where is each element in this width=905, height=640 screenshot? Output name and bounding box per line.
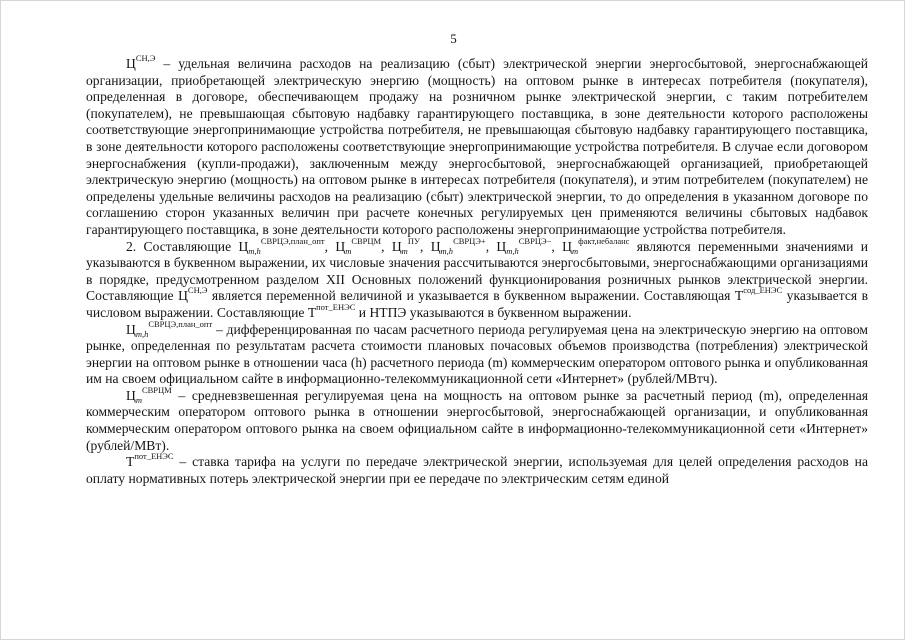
- definition-sub: m,h: [135, 328, 149, 339]
- component-sub: m,h: [248, 245, 261, 256]
- definition-text: – ставка тарифа на услуги по передаче электрической энергии, используемая для целей определения расходов на оплату нормативных потерь электрической энергии при ее передаче по электрическим сетям единой: [86, 454, 868, 486]
- component-sup: СВРЦЭ−: [518, 235, 552, 246]
- page-number: 5: [450, 31, 457, 46]
- component-sup: СВРЦЭ+: [453, 235, 486, 246]
- definition-energy-price: $Ц_{m,h}^{СВРЦЭ,план\_опт}$ – дифференцированная по часам расчетного периода регулируемая цена на электрическую энергию на оптовом рынке, определенная по результатам расчета стоимости плановых почасовых объемов производства (потребления) электрической энергии на оптовом рынке в отношении часа (h) расчетного периода (m) коммерческим оператором оптового рынка и опубликованная им на своем официальном сайте в информационно-телекоммуникационной сети «Интернет» (рублей/МВтч).: [86, 318, 868, 387]
- component-sub: m: [401, 245, 408, 256]
- component-sup: факт,небаланс: [578, 235, 630, 246]
- component-sup: сод_ЕНЭС: [743, 285, 783, 296]
- symbol-c: Ц: [126, 56, 136, 71]
- paragraph-text: и НТПЭ указываются в буквенном выражении.: [355, 304, 632, 320]
- component-sup: СН,Э: [187, 285, 208, 296]
- component-sub: m,h: [440, 245, 454, 256]
- paragraph-text: указывается в числовом выражении. Составляющие Т: [86, 288, 868, 320]
- symbol-t: Т: [126, 454, 135, 470]
- definition-sup: СВРЦМ: [141, 384, 172, 395]
- component-sub: m: [571, 245, 579, 256]
- definition-loss-tariff: [86, 451, 868, 487]
- component-sup: СВРЦМ: [351, 235, 382, 246]
- component-sub: m: [345, 245, 352, 256]
- paragraph-text: является переменной величиной и указывается в буквенном выражении. Составляющая Т: [207, 288, 744, 304]
- definition-sup: СВРЦЭ,план_опт: [148, 318, 213, 329]
- paragraph-text: являются переменными значениями и указываются в буквенном выражении, их числовые значения рассчитываются энергосбытовыми, энергоснабжающими организациями в порядке, предусмотренном разделом XII Основных положений функционирования розничных рынков электрической энергии. Составляющие: [86, 238, 868, 304]
- paragraph-retail-markup: [86, 53, 868, 239]
- definition-text: – средневзвешенная регулируемая цена на мощность на оптовом рынке за расчетный период (m), определенная коммерческим оператором оптового рынка в отношении энергосбытовой, энергоснабжающей организации, и опубликованная коммерческим оператором оптового рынка на своем официальном сайте в информационно-телекоммуникационной сети «Интернет» (рублей/МВт).: [86, 387, 868, 453]
- document-body: [86, 53, 868, 487]
- definition-sub: m: [135, 394, 142, 405]
- paragraph-components: 2. Составляющие $Ц_{m,h}^{СВРЦЭ,план\_опт}$, $Ц_m^{СВРЦМ}$, $Ц_m^{ПУ}$, $Ц_{m,h}^{СВРЦЭ+}$, $Ц_{m,h}^{СВРЦЭ-}$, $Ц_m^{факт,небаланс}$ являются переменными значениями и указываются в буквенном выражении, их числовые значения рассчитываются энергосбытовыми, энергоснабжающими организациями в порядке, предусмотренном разделом XII Основных положений функционирования розничных рынков электрической энергии. Составляющие $Ц^{СН,Э}$ является переменной величиной и указывается в буквенном выражении. Составляющая $Т^{сод\_ЕНЭС}$ указывается в числовом выражении. Составляющие $Т^{пот\_ЕНЭС}$ и НТПЭ указываются в буквенном выражении.: [86, 235, 868, 320]
- component-sup: пот_ЕНЭС: [316, 301, 356, 312]
- paragraph-text: – удельная величина расходов на реализацию (сбыт) электрической энергии энергосбытовой, энергоснабжающей организации, приобретающей электрическую энергию (мощность) на оптовом рынке в интересах потребителя (покупателя), определенная в договоре, обеспечивающем продажу на розничном рынке электрической энергии, с таким потребителем (покупателем), не превышающая сбытовую надбавку гарантирующего поставщика, в зоне деятельности которого расположены соответствующие энергопринимающие устройства потребителя, не превышающая сбытовую надбавку гарантирующего поставщика, в зоне деятельности которого расположены соответствующие энергопринимающие устройства потребителя. В случае если договором энергоснабжения (купли-продажи), заключенным между энергосбытовой, энергоснабжающей организацией, приобретающей электрическую энергию (мощность) на оптовом рынке в интересах потребителя (покупателя), и этим потребителем (покупателем) не определены удельные величины расходов на реализацию (сбыт) электрической энергии, то до определения в указанном договоре по соглашению сторон указанных величин при расчете конечных регулируемых цен применяются величины сбытовых надбавок гарантирующего поставщика, в зоне деятельности которого расположены энергопринимающие устройства потребителя.: [86, 56, 868, 237]
- paragraph-lead: 2. Составляющие: [126, 238, 239, 254]
- component-sup: СВРЦЭ,план_опт: [260, 235, 325, 246]
- definition-capacity-price: $Ц_m^{СВРЦМ}$ – средневзвешенная регулируемая цена на мощность на оптовом рынке за расчетный период (m), определенная коммерческим оператором оптового рынка в отношении энергосбытовой, энергоснабжающей организации, и опубликованная коммерческим оператором оптового рынка на своем официальном сайте в информационно-телекоммуникационной сети «Интернет» (рублей/МВт).: [86, 384, 868, 453]
- definition-text: – дифференцированная по часам расчетного периода регулируемая цена на электрическую энергию на оптовом рынке, определенная по результатам расчета стоимости плановых почасовых объемов производства (потребления) электрической энергии на оптовом рынке в отношении часа (h) расчетного периода (m) коммерческим оператором оптового рынка и опубликованная им на своем официальном сайте в информационно-телекоммуникационной сети «Интернет» (рублей/МВтч).: [86, 321, 868, 387]
- component-sub: m,h: [506, 245, 519, 256]
- component-sup: ПУ: [407, 235, 420, 246]
- symbol-superscript: СН,Э: [135, 53, 156, 63]
- definition-sup: пот_ЕНЭС: [134, 451, 174, 462]
